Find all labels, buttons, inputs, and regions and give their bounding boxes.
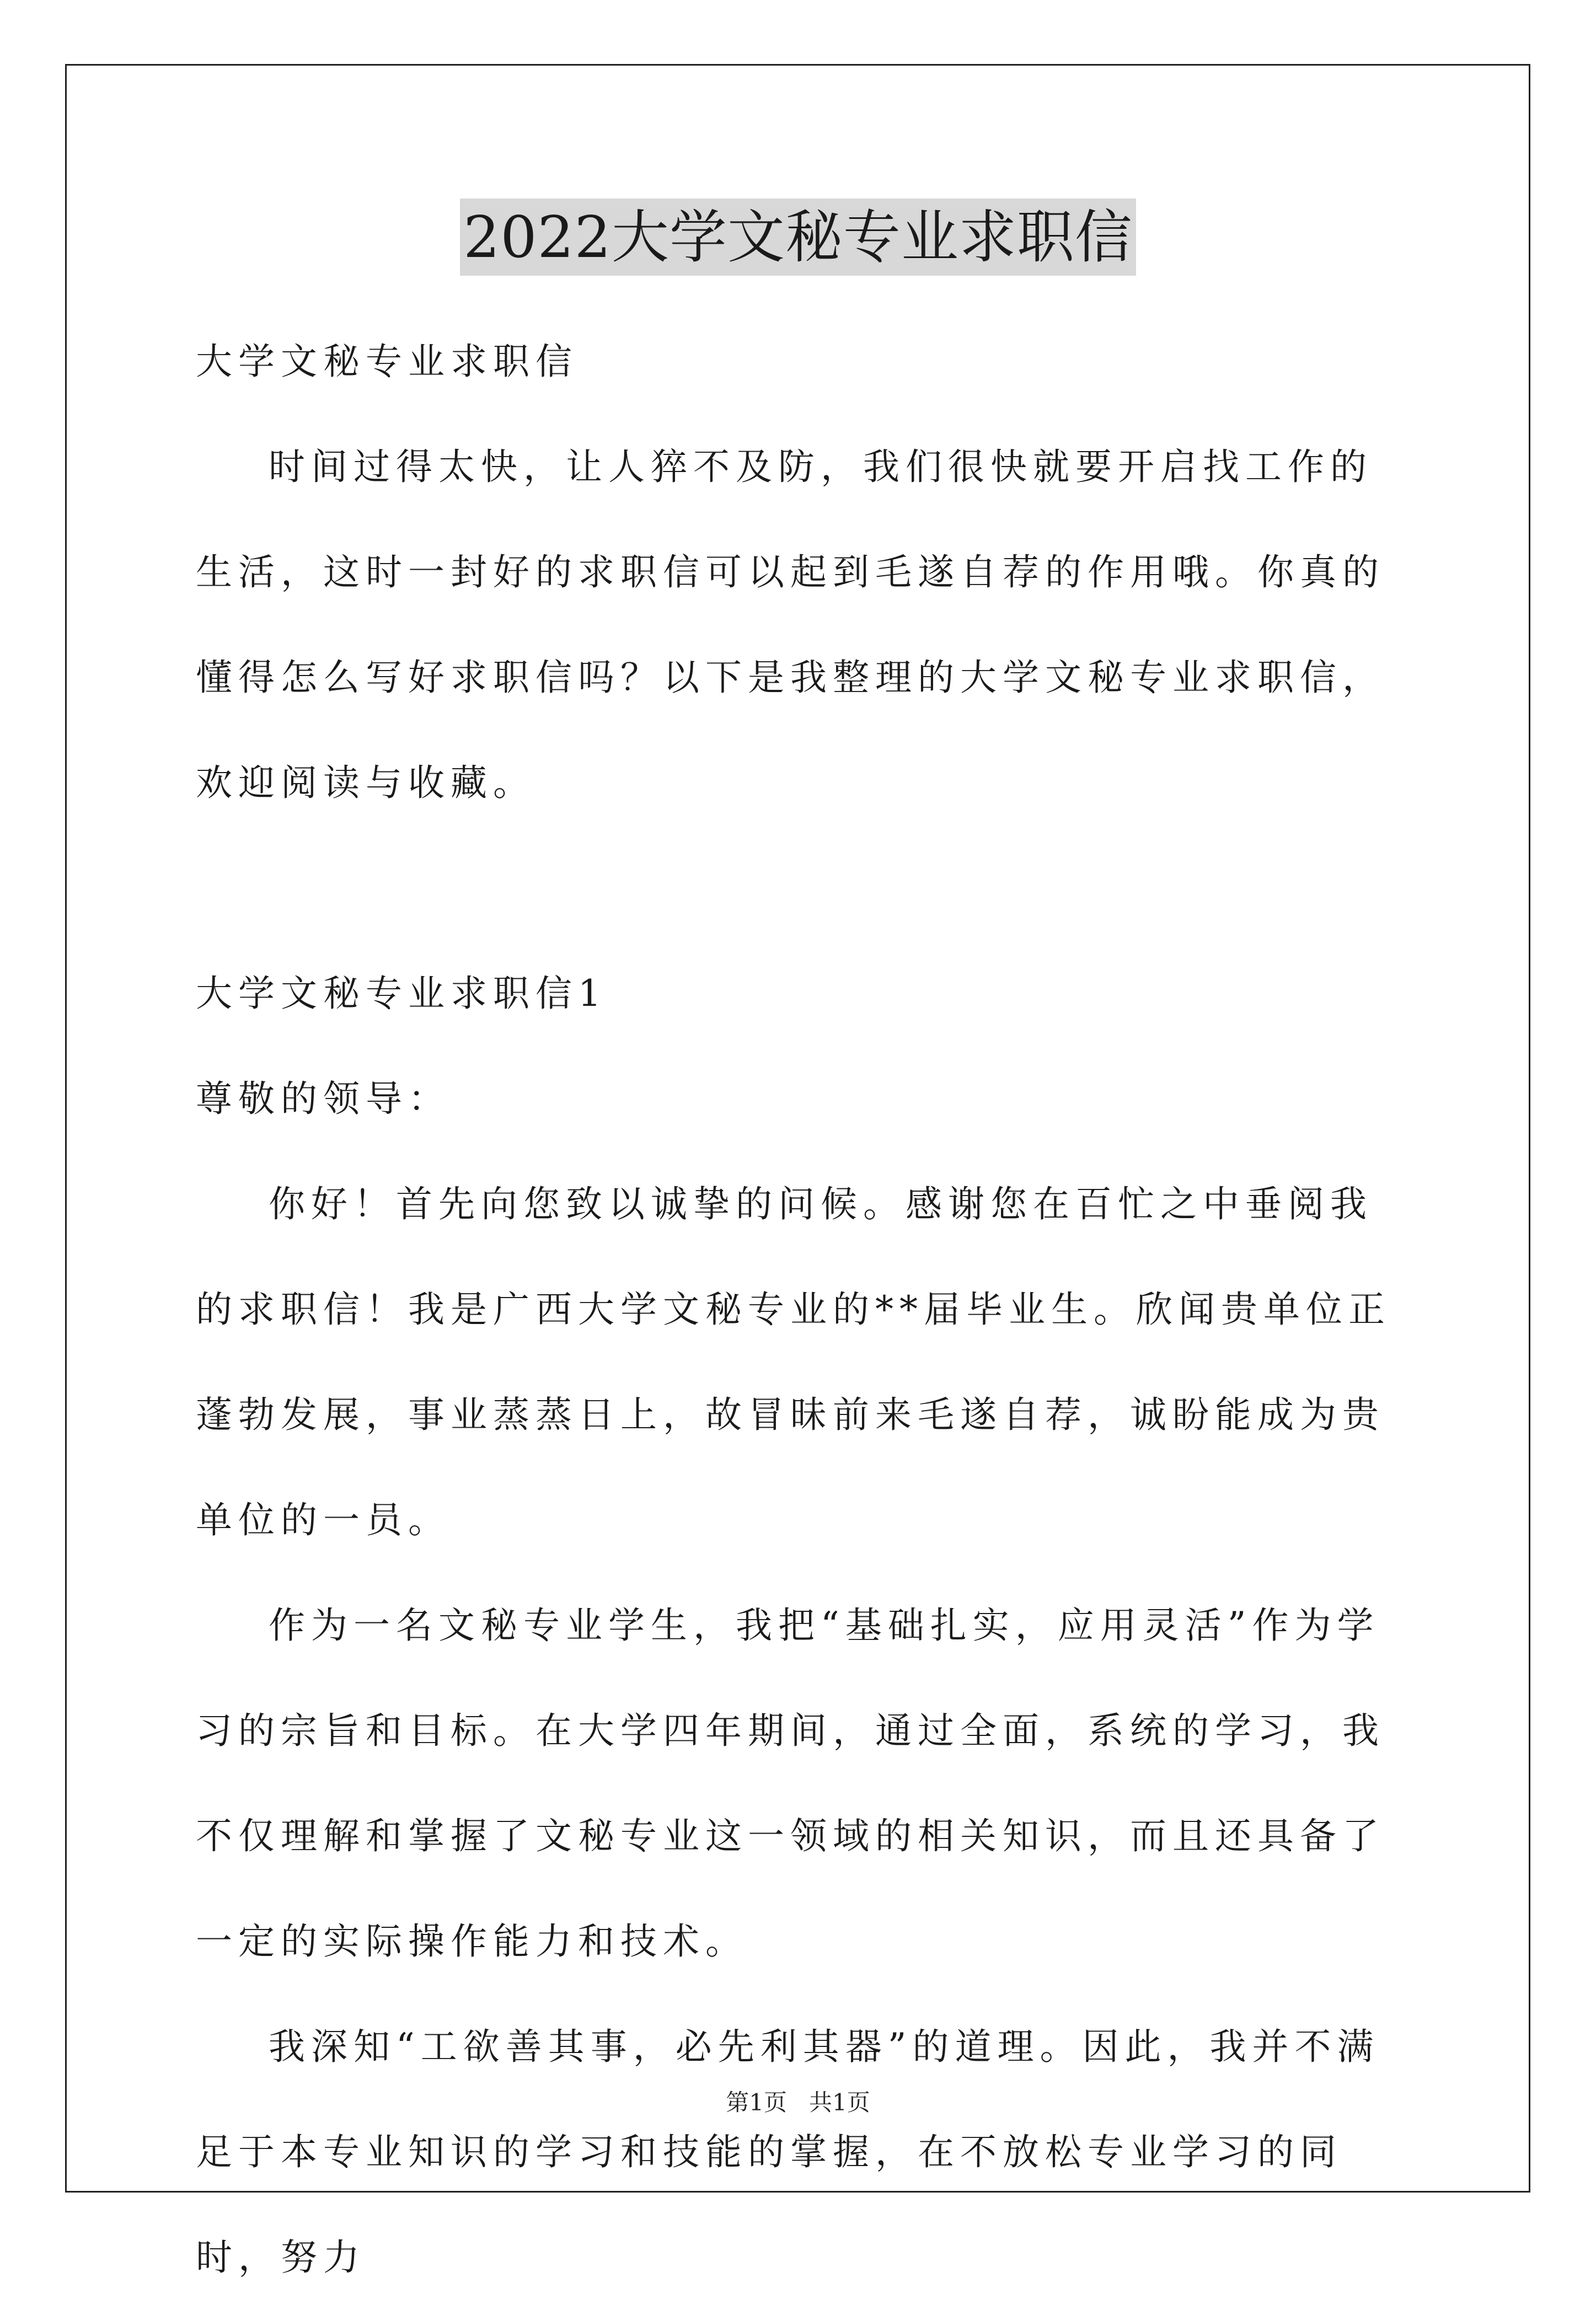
salutation: 尊敬的领导：	[196, 1078, 451, 1120]
body-paragraph: 你好！首先向您致以诚挚的问候。感谢您在百忙之中垂阅我的求职信！我是广西大学文秘专业的**届毕业生。欣闻贵单位正蓬勃发展，事业蒸蒸日上，故冒昧前来毛遂自荐，诚盼能成为贵单位的一员。	[196, 1183, 1391, 1541]
body-paragraph: 我深知“工欲善其事，必先利其器”的道理。因此，我并不满足于本专业知识的学习和技能的掌握，在不放松专业学习的同时，努力	[196, 2025, 1380, 2279]
document-title: 2022大学文秘专业求职信	[460, 199, 1136, 276]
title-container	[0, 199, 1596, 276]
intro-paragraph: 时间过得太快，让人猝不及防，我们很快就要开启找工作的生活，这时一封好的求职信可以起到毛遂自荐的作用哦。你真的懂得怎么写好求职信吗？以下是我整理的大学文秘专业求职信，欢迎阅读与收藏。	[196, 446, 1385, 804]
page-footer	[0, 2084, 1596, 2118]
body-paragraph: 作为一名文秘专业学生，我把“基础扎实，应用灵活”作为学习的宗旨和目标。在大学四年期间，通过全面，系统的学习，我不仅理解和掌握了文秘专业这一领域的相关知识，而且还具备了一定的实际操作能力和技术。	[196, 1604, 1385, 1963]
document-body	[196, 309, 1404, 2310]
page-total: 共1页	[809, 2089, 870, 2116]
page-number: 第1页	[726, 2089, 787, 2116]
section-heading: 大学文秘专业求职信1	[196, 972, 607, 1015]
subtitle-paragraph: 大学文秘专业求职信	[196, 340, 578, 383]
